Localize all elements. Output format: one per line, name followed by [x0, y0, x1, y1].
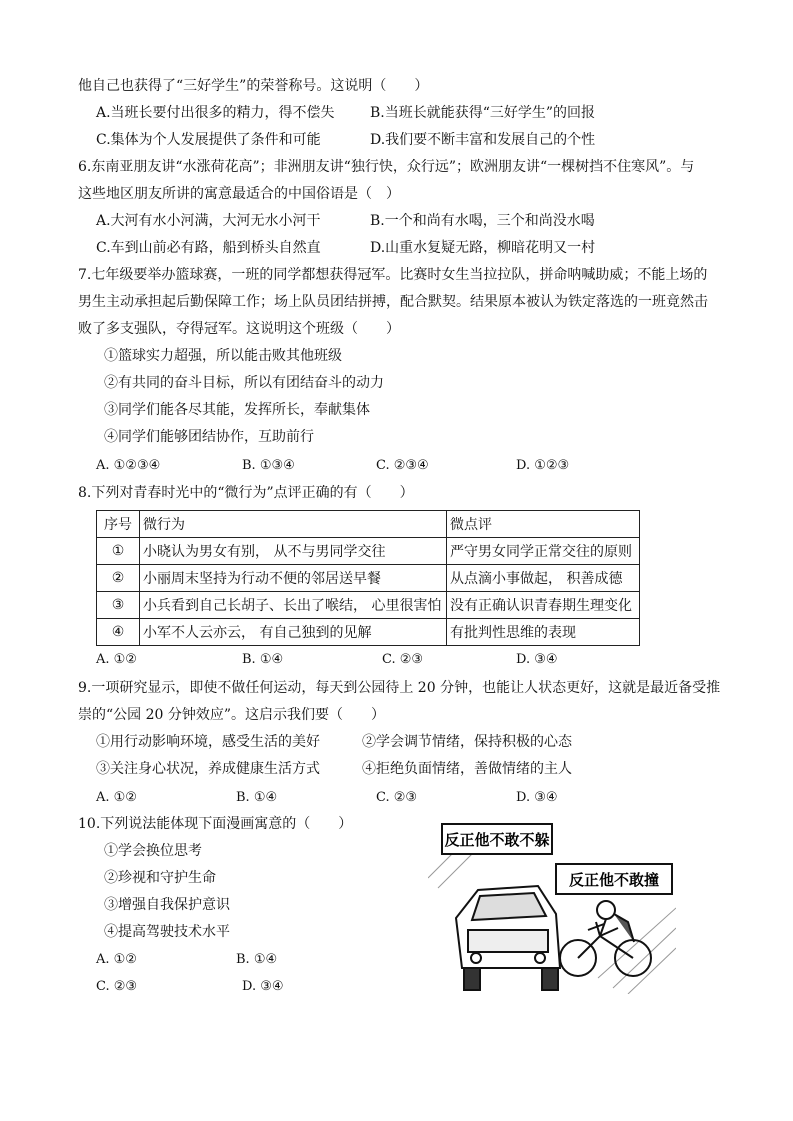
q8-option-b: B. ①④	[242, 652, 284, 667]
q5-option-c: C.集体为个人发展提供了条件和可能	[96, 132, 321, 148]
q10-item-4: ④提高驾驶技术水平	[104, 924, 230, 940]
q9-option-b: B. ①④	[236, 790, 278, 805]
q7-stem-line1: 7.七年级要举办篮球赛，一班的同学都想获得冠军。比赛时女生当拉拉队，拼命呐喊助威；不能上场的	[78, 267, 708, 283]
q7-item-2: ②有共同的奋斗目标，所以有团结奋斗的动力	[104, 375, 384, 391]
q9-stem-line1: 9.一项研究显示，即使不做任何运动，每天到公园待上 20 分钟，也能让人状态更好，这就是最近备受推	[78, 680, 721, 696]
q8-option-a: A. ①②	[96, 652, 137, 667]
q5-option-a: A.当班长要付出很多的精力，得不偿失	[96, 105, 335, 121]
table-cell: 没有正确认识青春期生理变化	[447, 592, 640, 619]
q7-stem-line3: 败了多支强队，夺得冠军。这说明这个班级（ ）	[78, 321, 400, 337]
header-cell: 微点评	[447, 511, 640, 538]
q8-table	[96, 510, 640, 646]
table-cell: ①	[97, 538, 140, 565]
q7-item-4: ④同学们能够团结协作，互助前行	[104, 429, 314, 445]
q10-item-2: ②珍视和守护生命	[104, 870, 216, 886]
q7-option-d: D. ①②③	[516, 458, 570, 473]
q10-item-3: ③增强自我保护意识	[104, 897, 230, 913]
cartoon-drawing	[428, 818, 676, 994]
table-cell: 严守男女同学正常交往的原则	[447, 538, 640, 565]
q9-stem-line2: 崇的“公园 20 分钟效应”。这启示我们要（ ）	[78, 707, 386, 723]
table-cell: 小晓认为男女有别， 从不与男同学交往	[140, 538, 447, 565]
q9-item-3: ③关注身心状况，养成健康生活方式	[96, 761, 320, 777]
table-cell: 从点滴小事做起， 积善成德	[447, 565, 640, 592]
header-cell: 微行为	[140, 511, 447, 538]
q10-item-1: ①学会换位思考	[104, 843, 202, 859]
car-drawing	[456, 886, 560, 990]
q9-option-d: D. ③④	[516, 790, 558, 805]
q7-option-a: A. ①②③④	[96, 458, 161, 473]
q7-option-b: B. ①③④	[242, 458, 295, 473]
table-cell: 小兵看到自己长胡子、长出了喉结， 心里很害怕	[140, 592, 447, 619]
table-cell: 有批判性思维的表现	[447, 619, 640, 646]
table-cell: ③	[97, 592, 140, 619]
q7-item-3: ③同学们能各尽其能，发挥所长，奉献集体	[104, 402, 370, 418]
sign-left-text: 反正他不敢不躲	[444, 831, 550, 849]
q8-stem: 8.下列对青春时光中的“微行为”点评正确的有（ ）	[78, 485, 414, 501]
table-header-row	[97, 511, 640, 538]
q5-option-d: D.我们要不断丰富和发展自己的个性	[370, 132, 596, 148]
q5-option-b: B.当班长就能获得“三好学生”的回报	[370, 105, 596, 121]
table-cell: 小军不人云亦云， 有自己独到的见解	[140, 619, 447, 646]
q6-stem-line2: 这些地区朋友所讲的寓意最适合的中国俗语是（ ）	[78, 186, 400, 202]
q5-stem: 他自己也获得了“三好学生”的荣誉称号。这说明（ ）	[78, 78, 429, 94]
table-row	[97, 538, 640, 565]
q10-stem: 10.下列说法能体现下面漫画寓意的（ ）	[78, 816, 353, 832]
q6-option-a: A.大河有水小河满，大河无水小河干	[96, 213, 321, 229]
q6-option-c: C.车到山前必有路，船到桥头自然直	[96, 240, 321, 256]
q9-item-2: ②学会调节情绪，保持积极的心态	[362, 734, 572, 750]
table-cell: ④	[97, 619, 140, 646]
q10-option-b: B. ①④	[236, 952, 278, 967]
q8-option-c: C. ②③	[382, 652, 424, 667]
q9-option-c: C. ②③	[376, 790, 418, 805]
table-row	[97, 619, 640, 646]
q10-option-d: D. ③④	[242, 979, 284, 994]
header-cell: 序号	[97, 511, 140, 538]
q10-option-a: A. ①②	[96, 952, 137, 967]
q7-option-c: C. ②③④	[376, 458, 429, 473]
table-row	[97, 592, 640, 619]
q6-option-b: B.一个和尚有水喝，三个和尚没水喝	[370, 213, 595, 229]
q9-item-1: ①用行动影响环境，感受生活的美好	[96, 734, 320, 750]
q8-option-d: D. ③④	[516, 652, 558, 667]
sign-right-text: 反正他不敢撞	[568, 871, 660, 889]
q7-stem-line2: 男生主动承担起后勤保障工作；场上队员团结拼搏，配合默契。结果原本被认为铁定落选的一班竟然击	[78, 294, 708, 310]
q6-option-d: D.山重水复疑无路，柳暗花明又一村	[370, 240, 596, 256]
q9-item-4: ④拒绝负面情绪，善做情绪的主人	[362, 761, 572, 777]
table-cell: ②	[97, 565, 140, 592]
q7-item-1: ①篮球实力超强，所以能击败其他班级	[104, 348, 342, 364]
q10-option-c: C. ②③	[96, 979, 138, 994]
cartoon-illustration	[428, 818, 676, 994]
q9-option-a: A. ①②	[96, 790, 137, 805]
table-cell: 小丽周末坚持为行动不便的邻居送早餐	[140, 565, 447, 592]
table-row	[97, 565, 640, 592]
q6-stem-line1: 6.东南亚朋友讲“水涨荷花高”；非洲朋友讲“独行快，众行远”；欧洲朋友讲“一棵树挡不住寒风”。与	[78, 159, 695, 175]
